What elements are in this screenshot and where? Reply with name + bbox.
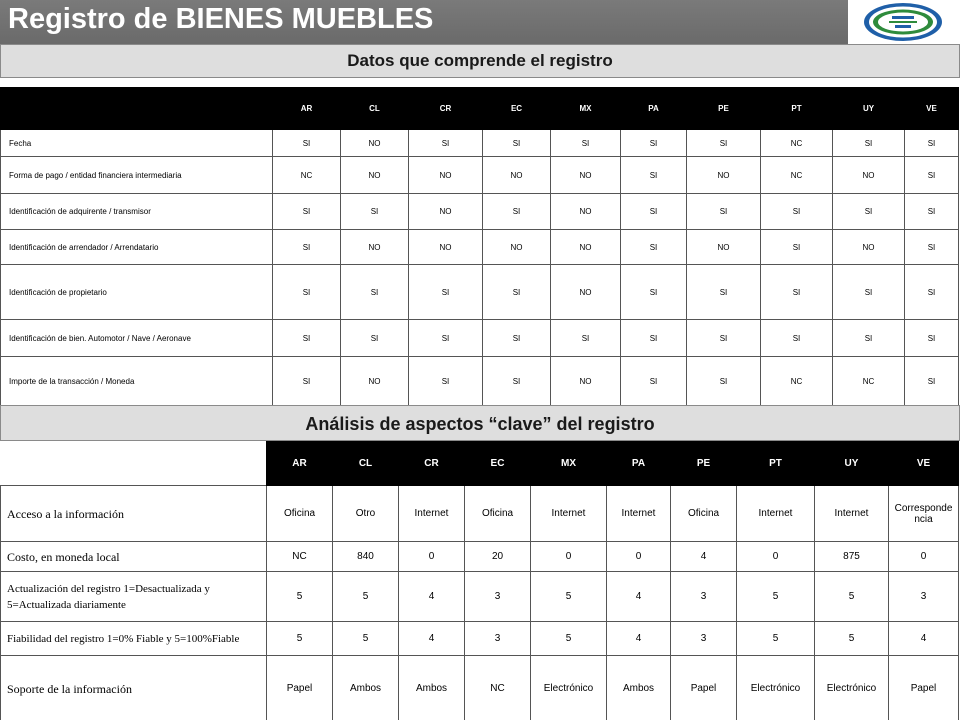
table-cell: SI [621, 130, 687, 157]
table-cell: SI [409, 320, 483, 357]
table-cell: Corresponde ncia [889, 486, 959, 542]
column-header-cl: CL [333, 442, 399, 486]
table-cell: 3 [671, 572, 737, 622]
table-cell: 5 [815, 572, 889, 622]
table-cell: SI [905, 357, 959, 407]
row-label: Acceso a la información [1, 486, 267, 542]
row-label: Forma de pago / entidad financiera intermediaria [1, 157, 273, 194]
table-cell: NO [833, 230, 905, 265]
table-cell: SI [687, 320, 761, 357]
table-cell: NO [551, 357, 621, 407]
table-cell: 5 [267, 622, 333, 656]
table-cell: 4 [399, 622, 465, 656]
table-cell: SI [687, 130, 761, 157]
column-header-cr: CR [399, 442, 465, 486]
section-heading-analisis: Análisis de aspectos “clave” del registro [0, 405, 960, 441]
table-cell: SI [341, 194, 409, 230]
table-cell: Oficina [465, 486, 531, 542]
table-row [1, 320, 959, 357]
column-header-pe: PE [687, 88, 761, 130]
table-cell: NO [341, 357, 409, 407]
table-cell: NO [551, 157, 621, 194]
table-cell: SI [621, 157, 687, 194]
table-cell: Electrónico [531, 656, 607, 720]
table-cell: SI [687, 265, 761, 320]
column-header-pt: PT [761, 88, 833, 130]
column-header-mx: MX [531, 442, 607, 486]
table-row [1, 656, 959, 720]
row-label: Actualización del registro 1=Desactualizada y 5=Actualizada diariamente [1, 572, 267, 622]
table-cell: Internet [607, 486, 671, 542]
table-cell: SI [621, 265, 687, 320]
column-header-pe: PE [671, 442, 737, 486]
table-cell: SI [409, 265, 483, 320]
table-cell: SI [273, 194, 341, 230]
table-cell: SI [483, 357, 551, 407]
table-cell: 5 [267, 572, 333, 622]
table-cell: NC [761, 157, 833, 194]
table-cell: 0 [889, 542, 959, 572]
table-cell: SI [905, 230, 959, 265]
table-cell: SI [341, 320, 409, 357]
table-cell: 3 [465, 622, 531, 656]
table-cell: SI [483, 194, 551, 230]
table-cell: SI [905, 265, 959, 320]
table-cell: SI [273, 265, 341, 320]
table-cell: SI [273, 357, 341, 407]
table-cell: SI [621, 357, 687, 407]
table-cell: NO [551, 265, 621, 320]
table-cell: 4 [399, 572, 465, 622]
table-header-row [1, 442, 959, 486]
table-cell: SI [833, 265, 905, 320]
logo [848, 0, 960, 44]
table-cell: SI [273, 320, 341, 357]
table-cell: SI [687, 357, 761, 407]
table-row [1, 194, 959, 230]
table-row [1, 542, 959, 572]
table-cell: 5 [531, 622, 607, 656]
table-cell: SI [687, 194, 761, 230]
table-cell: 875 [815, 542, 889, 572]
table-cell: SI [483, 130, 551, 157]
page-title: Registro de BIENES MUEBLES [8, 3, 434, 35]
header-corner-cell [1, 442, 267, 486]
table-row [1, 486, 959, 542]
table-cell: 0 [607, 542, 671, 572]
column-header-uy: UY [833, 88, 905, 130]
table-cell: SI [761, 320, 833, 357]
table-cell: NO [341, 130, 409, 157]
table-cell: 3 [671, 622, 737, 656]
column-header-pt: PT [737, 442, 815, 486]
table-cell: Electrónico [815, 656, 889, 720]
table-row [1, 130, 959, 157]
table-cell: NO [341, 230, 409, 265]
table-cell: SI [905, 194, 959, 230]
table-cell: Internet [815, 486, 889, 542]
table-cell: SI [409, 130, 483, 157]
table-cell: NO [551, 194, 621, 230]
table-cell: Internet [737, 486, 815, 542]
column-header-ar: AR [273, 88, 341, 130]
table-cell: SI [483, 320, 551, 357]
table-row [1, 357, 959, 407]
table-cell: SI [551, 130, 621, 157]
emblem-logo-icon [862, 2, 944, 42]
table-cell: SI [833, 130, 905, 157]
table-cell: SI [905, 130, 959, 157]
table-cell: NO [833, 157, 905, 194]
row-label: Importe de la transacción / Moneda [1, 357, 273, 407]
column-header-ec: EC [465, 442, 531, 486]
table-cell: NC [761, 357, 833, 407]
table-cell: NO [483, 157, 551, 194]
table-cell: SI [761, 265, 833, 320]
table-cell: 4 [607, 622, 671, 656]
table-cell: SI [905, 320, 959, 357]
column-header-ar: AR [267, 442, 333, 486]
row-label: Identificación de arrendador / Arrendatario [1, 230, 273, 265]
row-label: Fiabilidad del registro 1=0% Fiable y 5=100%Fiable [1, 622, 267, 656]
table-cell: Ambos [399, 656, 465, 720]
table-cell: Papel [671, 656, 737, 720]
table-cell: 4 [607, 572, 671, 622]
table-cell: NO [409, 230, 483, 265]
table-row [1, 230, 959, 265]
table-cell: 5 [333, 572, 399, 622]
table-cell: NO [687, 157, 761, 194]
column-header-ve: VE [889, 442, 959, 486]
table-cell: 5 [531, 572, 607, 622]
table-cell: SI [621, 230, 687, 265]
table-cell: Internet [399, 486, 465, 542]
table-cell: SI [273, 230, 341, 265]
table-cell: SI [833, 194, 905, 230]
table-cell: NO [483, 230, 551, 265]
column-header-ec: EC [483, 88, 551, 130]
table-cell: 3 [889, 572, 959, 622]
table-cell: NO [551, 230, 621, 265]
table-cell: Otro [333, 486, 399, 542]
row-label: Costo, en moneda local [1, 542, 267, 572]
title-bar [0, 0, 848, 44]
table-cell: 5 [737, 572, 815, 622]
table-cell: NO [687, 230, 761, 265]
table-cell: SI [621, 320, 687, 357]
row-label: Fecha [1, 130, 273, 157]
table-cell: 0 [531, 542, 607, 572]
data-table-registro [0, 87, 959, 407]
analysis-table [0, 441, 959, 720]
row-label: Identificación de bien. Automotor / Nave / Aeronave [1, 320, 273, 357]
table-cell: Oficina [671, 486, 737, 542]
column-header-pa: PA [607, 442, 671, 486]
table-cell: SI [761, 230, 833, 265]
table-row [1, 572, 959, 622]
table-cell: 3 [465, 572, 531, 622]
column-header-uy: UY [815, 442, 889, 486]
table-cell: 5 [815, 622, 889, 656]
table-row [1, 265, 959, 320]
table-cell: NC [833, 357, 905, 407]
table-cell: NO [341, 157, 409, 194]
table-cell: NC [465, 656, 531, 720]
table-cell: 0 [399, 542, 465, 572]
row-label: Identificación de propietario [1, 265, 273, 320]
column-header-mx: MX [551, 88, 621, 130]
column-header-pa: PA [621, 88, 687, 130]
table-cell: SI [409, 357, 483, 407]
table-cell: SI [833, 320, 905, 357]
table-cell: 20 [465, 542, 531, 572]
table-cell: NC [267, 542, 333, 572]
table-cell: Ambos [333, 656, 399, 720]
table-cell: NC [273, 157, 341, 194]
column-header-cr: CR [409, 88, 483, 130]
table-cell: 0 [737, 542, 815, 572]
header-corner-cell [1, 88, 273, 130]
column-header-cl: CL [341, 88, 409, 130]
table-cell: NO [409, 194, 483, 230]
table-header-row [1, 88, 959, 130]
table-cell: NC [761, 130, 833, 157]
table-row [1, 622, 959, 656]
column-header-ve: VE [905, 88, 959, 130]
table-cell: SI [905, 157, 959, 194]
table-cell: Oficina [267, 486, 333, 542]
row-label: Soporte de la información [1, 656, 267, 720]
table-cell: 840 [333, 542, 399, 572]
section-heading-datos: Datos que comprende el registro [0, 44, 960, 78]
row-label: Identificación de adquirente / transmisor [1, 194, 273, 230]
table-cell: 4 [671, 542, 737, 572]
table-cell: NO [409, 157, 483, 194]
table-cell: SI [761, 194, 833, 230]
table-row [1, 157, 959, 194]
table-cell: SI [341, 265, 409, 320]
table-cell: Papel [267, 656, 333, 720]
table-cell: SI [551, 320, 621, 357]
table-cell: Internet [531, 486, 607, 542]
table-cell: SI [483, 265, 551, 320]
table-cell: 5 [737, 622, 815, 656]
table-cell: Electrónico [737, 656, 815, 720]
table-cell: SI [621, 194, 687, 230]
table-cell: Papel [889, 656, 959, 720]
table-cell: 5 [333, 622, 399, 656]
table-cell: Ambos [607, 656, 671, 720]
table-cell: SI [273, 130, 341, 157]
table-cell: 4 [889, 622, 959, 656]
